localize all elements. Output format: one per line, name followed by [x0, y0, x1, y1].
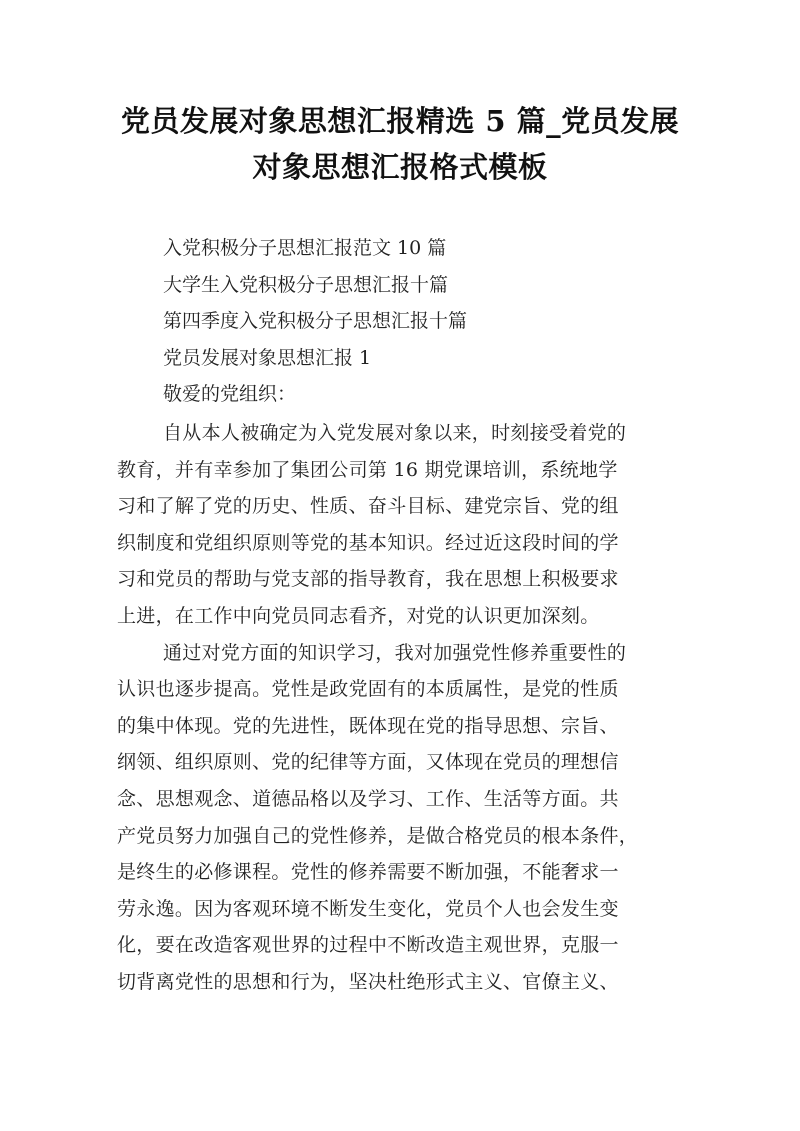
- toc-item: 入党积极分子思想汇报范文 10 篇: [163, 237, 447, 259]
- paragraph-line: 化，要在改造客观世界的过程中不断改造主观世界，克服一: [117, 934, 619, 957]
- paragraph-line: 习和了解了党的历史、性质、奋斗目标、建党宗旨、党的组: [117, 495, 619, 518]
- title-line-1: 党员发展对象思想汇报精选 5 篇_党员发展: [120, 104, 680, 138]
- paragraph-line: 的集中体现。党的先进性，既体现在党的指导思想、宗旨、: [117, 714, 619, 737]
- paragraph-line: 是终生的必修课程。党性的修养需要不断加强，不能奢求一: [117, 861, 619, 884]
- paragraph-line: 上进，在工作中向党员同志看齐，对党的认识更加深刻。: [117, 604, 600, 627]
- section-heading: 党员发展对象思想汇报 1: [163, 346, 372, 369]
- document-title: [100, 98, 700, 190]
- toc-list: [163, 230, 703, 413]
- body-text: [117, 415, 690, 1001]
- paragraph-line: 念、思想观念、道德品格以及学习、工作、生活等方面。共: [117, 787, 619, 810]
- paragraph-line: 教育，并有幸参加了集团公司第 16 期党课培训，系统地学: [117, 458, 618, 481]
- toc-item: 第四季度入党积极分子思想汇报十篇: [163, 310, 468, 333]
- paragraph-line: 切背离党性的思想和行为，坚决杜绝形式主义、官僚主义、: [117, 970, 619, 993]
- salutation: 敬爱的党组织：: [163, 383, 297, 406]
- paragraph-line: 习和党员的帮助与党支部的指导教育，我在思想上积极要求: [117, 568, 619, 591]
- paragraph-line: 织制度和党组织原则等党的基本知识。经过近这段时间的学: [117, 531, 619, 554]
- paragraph-line: 通过对党方面的知识学习，我对加强党性修养重要性的: [163, 641, 627, 664]
- toc-item: 大学生入党积极分子思想汇报十篇: [163, 273, 449, 296]
- paragraph-line: 劳永逸。因为客观环境不断发生变化，党员个人也会发生变: [117, 897, 619, 920]
- paragraph-line: 认识也逐步提高。党性是政党固有的本质属性，是党的性质: [117, 678, 619, 701]
- paragraph-line: 自从本人被确定为入党发展对象以来，时刻接受着党的: [163, 422, 627, 444]
- paragraph-line: 纲领、组织原则、党的纪律等方面，又体现在党员的理想信: [117, 751, 619, 774]
- title-line-2: 对象思想汇报格式模板: [252, 150, 548, 184]
- paragraph-line: 产党员努力加强自己的党性修养，是做合格党员的根本条件，: [117, 824, 639, 847]
